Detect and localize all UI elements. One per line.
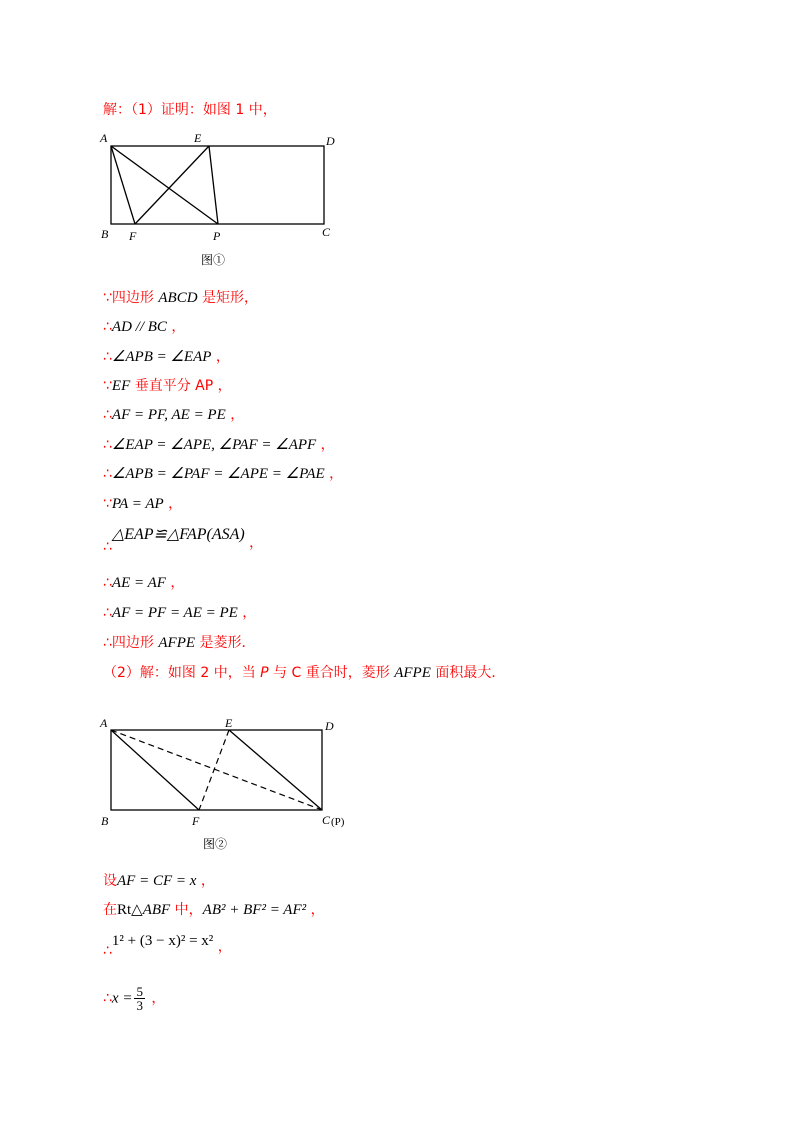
fig1-label-F: F [129, 229, 137, 243]
step-8: ∵PA = AP ， [103, 496, 183, 512]
fig2-label-E: E [225, 716, 233, 730]
fig1-line-AF [111, 146, 135, 224]
figure-1 [98, 128, 348, 272]
step-9: ∴△EAP≌△FAP(ASA) ， [103, 526, 264, 555]
step-3: ∴∠APB = ∠EAP ， [103, 349, 230, 365]
figure-2 [98, 712, 368, 861]
step-11: ∴AF = PF = AE = PE ， [103, 605, 257, 621]
fig2-label-P: (P) [331, 816, 345, 828]
step-15: ∴1² + (3 − x)² = x² ， [103, 933, 232, 959]
fig2-label-A: A [100, 716, 108, 730]
fig1-label-D: D [326, 134, 335, 148]
step-12: ∴四边形 AFPE 是菱形． [103, 635, 256, 651]
fig1-label-C: C [322, 225, 331, 239]
step-5: ∴AF = PF, AE = PE ， [103, 407, 245, 423]
fig1-label-E: E [194, 131, 202, 145]
fig1-label-A: A [100, 131, 108, 145]
fig2-line-EC [229, 730, 322, 810]
part1-heading: 解：（1）证明：如图 1 中， [103, 102, 277, 118]
step-4: ∵EF 垂直平分 AP ， [103, 378, 232, 394]
fig1-label-B: B [101, 227, 109, 241]
fraction: $\frac{5}{3}$ [136, 984, 143, 1013]
fig2-diag-AC [111, 730, 322, 810]
fig2-label-C: C [322, 813, 331, 827]
fig2-label-F: F [192, 814, 200, 828]
fig1-rectangle [111, 146, 324, 224]
fig2-line-AF [111, 730, 199, 810]
fig1-caption: 图① [201, 253, 226, 267]
step-16: ∴x = $\frac{5}{3}$ ， [103, 984, 166, 1013]
part2-heading: （2）解：如图 2 中，当 P 与 C 重合时，菱形 AFPE 面积最大． [103, 665, 506, 681]
step-13: 设AF = CF = x ， [103, 873, 215, 889]
fig1-line-EF [135, 146, 209, 224]
fig2-label-D: D [325, 719, 334, 733]
fig2-caption: 图② [203, 837, 228, 851]
step-1: ∵四边形 ABCD 是矩形， [103, 290, 258, 306]
fig1-label-P: P [213, 229, 221, 243]
fig1-line-EP [209, 146, 218, 224]
step-2: ∴AD // BC ， [103, 319, 186, 335]
step-6: ∴∠EAP = ∠APE, ∠PAF = ∠APF ， [103, 437, 335, 453]
fig2-label-B: B [101, 814, 109, 828]
step-14: 在Rt△ABF 中，AB² + BF² = AF² ， [103, 902, 325, 918]
step-7: ∴∠APB = ∠PAF = ∠APE = ∠PAE ， [103, 466, 344, 482]
step-10: ∴AE = AF ， [103, 575, 185, 591]
fig2-diag-EF [199, 730, 229, 810]
fig1-line-AP [111, 146, 218, 224]
